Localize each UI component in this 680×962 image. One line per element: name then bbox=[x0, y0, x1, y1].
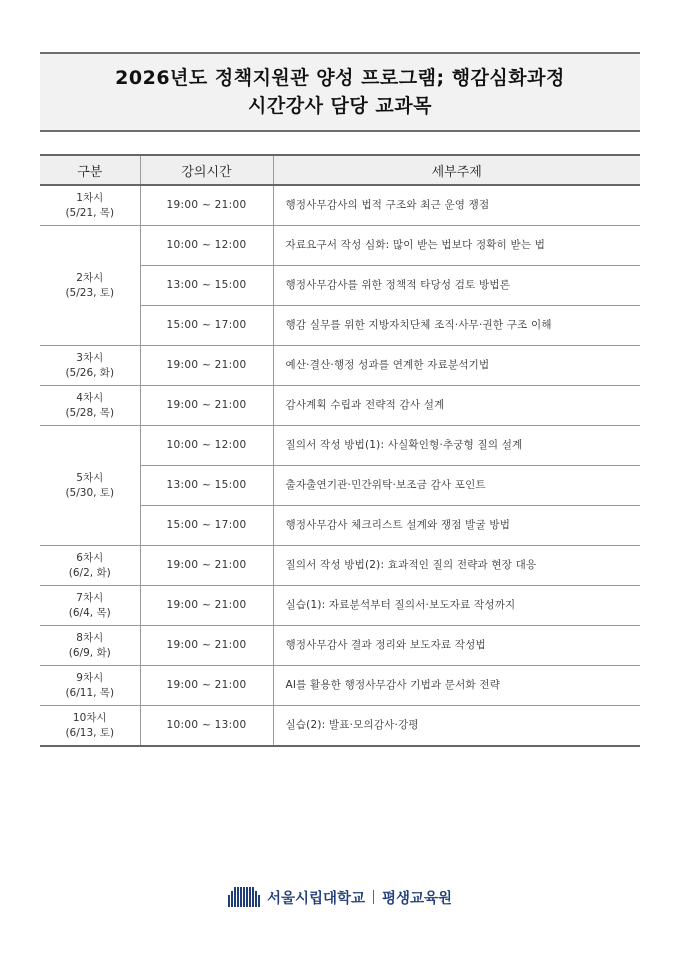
session-cell bbox=[40, 706, 140, 747]
table-header-row bbox=[40, 155, 640, 185]
time-cell: 15:00 ~ 17:00 bbox=[140, 306, 273, 346]
table-row bbox=[40, 185, 640, 226]
session-cell bbox=[40, 346, 140, 386]
session-name: 7차시 bbox=[76, 591, 104, 604]
time-cell: 19:00 ~ 21:00 bbox=[140, 586, 273, 626]
session-name: 10차시 bbox=[72, 711, 107, 724]
time-cell: 19:00 ~ 21:00 bbox=[140, 185, 273, 226]
session-name: 5차시 bbox=[76, 471, 104, 484]
university-logo-icon bbox=[228, 887, 261, 907]
header-topic: 세부주제 bbox=[273, 155, 640, 185]
session-name: 6차시 bbox=[76, 551, 104, 564]
footer-brand bbox=[0, 884, 680, 910]
topic-cell: 출자출연기관·민간위탁·보조금 감사 포인트 bbox=[273, 466, 640, 506]
session-date: (5/30, 토) bbox=[65, 486, 115, 499]
time-cell: 10:00 ~ 13:00 bbox=[140, 706, 273, 747]
topic-cell: 행감 실무를 위한 지방자치단체 조직·사무·권한 구조 이해 bbox=[273, 306, 640, 346]
session-date: (5/23, 토) bbox=[65, 286, 115, 299]
session-date: (5/21, 목) bbox=[65, 206, 115, 219]
time-cell: 15:00 ~ 17:00 bbox=[140, 506, 273, 546]
title-box bbox=[40, 52, 640, 132]
time-cell: 19:00 ~ 21:00 bbox=[140, 386, 273, 426]
institute-name: 평생교육원 bbox=[382, 890, 453, 907]
time-cell: 19:00 ~ 21:00 bbox=[140, 546, 273, 586]
table-row bbox=[40, 346, 640, 386]
topic-cell: 행정사무감사의 법적 구조와 최근 운영 쟁점 bbox=[273, 185, 640, 226]
session-date: (5/28, 목) bbox=[65, 406, 115, 419]
session-name: 1차시 bbox=[76, 191, 104, 204]
session-date: (6/13, 토) bbox=[65, 726, 115, 739]
time-cell: 19:00 ~ 21:00 bbox=[140, 666, 273, 706]
topic-cell: 예산·결산·행정 성과를 연계한 자료분석기법 bbox=[273, 346, 640, 386]
topic-cell: 실습(2): 발표·모의감사·강평 bbox=[273, 706, 640, 747]
university-name: 서울시립대학교 bbox=[266, 890, 365, 907]
session-cell bbox=[40, 626, 140, 666]
session-cell bbox=[40, 546, 140, 586]
time-cell: 19:00 ~ 21:00 bbox=[140, 346, 273, 386]
session-name: 3차시 bbox=[76, 351, 104, 364]
topic-cell: 자료요구서 작성 심화: 많이 받는 법보다 정확히 받는 법 bbox=[273, 226, 640, 266]
session-name: 4차시 bbox=[76, 391, 104, 404]
footer-divider bbox=[373, 890, 374, 904]
document-title: 2026년도 정책지원관 양성 프로그램; 행감심화과정 bbox=[115, 67, 565, 89]
topic-cell: 질의서 작성 방법(1): 사실확인형·추궁형 질의 설계 bbox=[273, 426, 640, 466]
header-time: 강의시간 bbox=[140, 155, 273, 185]
session-date: (5/26, 화) bbox=[65, 366, 115, 379]
session-cell bbox=[40, 226, 140, 346]
topic-cell: 행정사무감사 체크리스트 설계와 쟁점 발굴 방법 bbox=[273, 506, 640, 546]
table-row bbox=[40, 226, 640, 266]
time-cell: 10:00 ~ 12:00 bbox=[140, 226, 273, 266]
topic-cell: 행정사무감사를 위한 정책적 타당성 검토 방법론 bbox=[273, 266, 640, 306]
topic-cell: 행정사무감사 결과 정리와 보도자료 작성법 bbox=[273, 626, 640, 666]
schedule-table bbox=[40, 154, 640, 747]
session-name: 2차시 bbox=[76, 271, 104, 284]
session-cell bbox=[40, 586, 140, 626]
session-date: (6/4, 목) bbox=[68, 606, 111, 619]
session-name: 8차시 bbox=[76, 631, 104, 644]
topic-cell: 실습(1): 자료분석부터 질의서·보도자료 작성까지 bbox=[273, 586, 640, 626]
table-row bbox=[40, 426, 640, 466]
table-row bbox=[40, 546, 640, 586]
time-cell: 19:00 ~ 21:00 bbox=[140, 626, 273, 666]
table-row bbox=[40, 706, 640, 747]
table-row bbox=[40, 586, 640, 626]
topic-cell: 질의서 작성 방법(2): 효과적인 질의 전략과 현장 대응 bbox=[273, 546, 640, 586]
table-row bbox=[40, 626, 640, 666]
session-cell bbox=[40, 426, 140, 546]
session-cell bbox=[40, 185, 140, 226]
topic-cell: 감사계획 수립과 전략적 감사 설계 bbox=[273, 386, 640, 426]
time-cell: 13:00 ~ 15:00 bbox=[140, 266, 273, 306]
session-cell bbox=[40, 666, 140, 706]
session-name: 9차시 bbox=[76, 671, 104, 684]
document-subtitle: 시간강사 담당 교과목 bbox=[248, 95, 432, 117]
time-cell: 10:00 ~ 12:00 bbox=[140, 426, 273, 466]
session-date: (6/2, 화) bbox=[68, 566, 111, 579]
topic-cell: AI를 활용한 행정사무감사 기법과 문서화 전략 bbox=[273, 666, 640, 706]
session-date: (6/11, 목) bbox=[65, 686, 115, 699]
table-row bbox=[40, 386, 640, 426]
header-session: 구분 bbox=[40, 155, 140, 185]
table-row bbox=[40, 666, 640, 706]
time-cell: 13:00 ~ 15:00 bbox=[140, 466, 273, 506]
session-date: (6/9, 화) bbox=[68, 646, 111, 659]
session-cell bbox=[40, 386, 140, 426]
